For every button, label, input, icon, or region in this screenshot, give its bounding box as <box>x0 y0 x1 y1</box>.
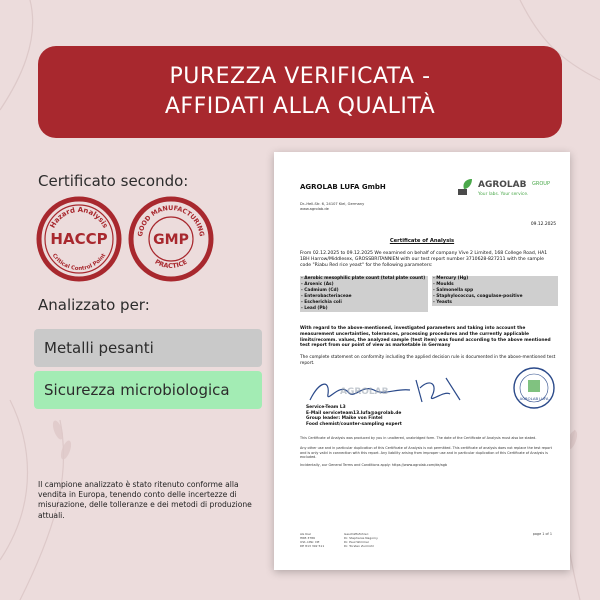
doc-footer-management: Geschäftsführer: Dr. Stephanie Nagorny Dr. Paul Wimmer Dr. Torsten Zurmühl <box>344 532 378 548</box>
parameter-item: - Enterobacteriaceae <box>300 294 428 300</box>
certified-label: Certificato secondo: <box>38 172 189 190</box>
parameter-column-right <box>432 276 558 306</box>
doc-address: Dr.-Hell-Str. 6, 24107 Kiel, Germany www.agrolab.de <box>300 202 365 211</box>
service-team-block: Service-Team L3 E-Mail serviceteam13.lufa@agrolab.de Group leader: Maike von Fintel Food chemist/counter-sampling expert <box>306 405 402 427</box>
doc-conformity-statement: With regard to the above-mentioned, investigated parameters and taking into account the measurement uncertainties, tolerances, processing procedures and the currently applicable limits/recomm. values, the analyzed sample (test item) was found according to the above mentioned test report from our point of view as marketable in Germany <box>300 326 551 349</box>
agrolab-logo-group: GROUP <box>532 181 550 187</box>
doc-date: 09.12.2025 <box>530 222 556 227</box>
analysis-microbiological: Sicurezza microbiologica <box>34 371 262 409</box>
svg-text:PRACTICE <box>153 258 188 270</box>
headline-line1: PUREZZA VERIFICATA - <box>169 64 431 89</box>
agrolab-stamp-icon <box>512 366 556 410</box>
parameter-list <box>300 276 558 316</box>
parameter-item: - Staphylococcus, coagulase-positive <box>432 294 558 300</box>
doc-complete-statement: The complete statement on conformity including the applied decision rule is documented in the above-mentioned test report. <box>300 355 556 366</box>
parameter-item: - Cadmium (Cd) <box>300 288 428 294</box>
parameter-item: - Moulds <box>432 282 558 288</box>
parameter-item: - Lead (Pb) <box>300 306 428 312</box>
parameter-item: - Escherichia coli <box>300 300 428 306</box>
signatures-image <box>300 370 470 410</box>
gmp-top-text: GOOD MANUFACTURING <box>136 203 206 238</box>
doc-intro: From 02.12.2025 to 09.12.2025 We examined on behalf of company Vive 2 Limited, 168 College Road, HA1 1BH Harrow/Middlesex, GROSSBRITANNIEN with our test report number 3710628-827211 with the sample code "Riabu Red rice yeast" for the following parameters: <box>300 251 548 268</box>
gmp-seal-icon <box>128 196 214 282</box>
headline-line2: AFFIDATI ALLA QUALITÀ <box>164 94 436 119</box>
stamp-text: AGROLAB LUFA <box>519 396 549 401</box>
doc-disclaimer-2: Any other use and in particular duplication of this Certificate of Analysis is not permitted. This certificate of analysis does not replace the test report and is only valid in connection with this report. Any liability arising from improper use and in particular duplication of this Certificate of Analysis is excluded. <box>300 446 552 460</box>
gmp-main-text: GMP <box>153 232 189 248</box>
haccp-top-text: Hazard Analysis <box>48 205 110 230</box>
signature-watermark-logo: AGROLAB <box>340 387 389 397</box>
agrolab-logo <box>456 174 556 204</box>
conformity-note: Il campione analizzato è stato ritenuto conforme alla vendita in Europa, tenendo conto delle incertezze di misurazione, delle tolleranze e dei metodi di produzione attuali. <box>38 480 252 520</box>
parameter-column-left <box>300 276 428 312</box>
analyzed-label: Analizzato per: <box>38 296 150 314</box>
headline-banner <box>38 46 562 138</box>
agrolab-logo-name: AGROLAB <box>478 180 527 190</box>
doc-footer-register: AG Kiel HRB 3786 USt.-IdNr. DE DE 813 392 511 <box>300 532 325 548</box>
doc-disclaimer-1: This Certificate of Analysis was produced by you in unaltered, unabridged form. The date of the Certificate of Analysis must also be stated. <box>300 436 537 440</box>
haccp-bottom-text: Critical Control Point <box>50 252 108 273</box>
haccp-main-text: HACCP <box>50 230 108 248</box>
doc-terms: Incidentally, our General Terms and Conditions apply: https://www.agrolab.com/de/agb <box>300 463 448 467</box>
doc-company: AGROLAB LUFA GmbH <box>300 183 386 191</box>
parameter-item: - Yeasts <box>432 300 558 306</box>
parameter-item: - Aerobic mesophilic plate count (total plate count) <box>300 276 428 282</box>
parameter-item: - Mercury (Hg) <box>432 276 558 282</box>
agrolab-leaf-icon <box>456 177 476 197</box>
doc-title: Certificate of Analysis <box>389 238 455 244</box>
parameter-item: - Salmonella spp <box>432 288 558 294</box>
doc-page-number: page 1 of 1 <box>532 532 552 536</box>
svg-text:Hazard Analysis <box>49 206 110 230</box>
analysis-heavy-metals: Metalli pesanti <box>34 329 262 367</box>
svg-text:Critical Control Point <box>51 252 108 272</box>
gmp-bottom-text: PRACTICE <box>153 257 189 271</box>
certificate-document <box>274 152 570 570</box>
haccp-seal-icon <box>36 196 122 282</box>
agrolab-logo-tagline: Your labs. Your service. <box>478 192 529 197</box>
parameter-item: - Arsenic (As) <box>300 282 428 288</box>
